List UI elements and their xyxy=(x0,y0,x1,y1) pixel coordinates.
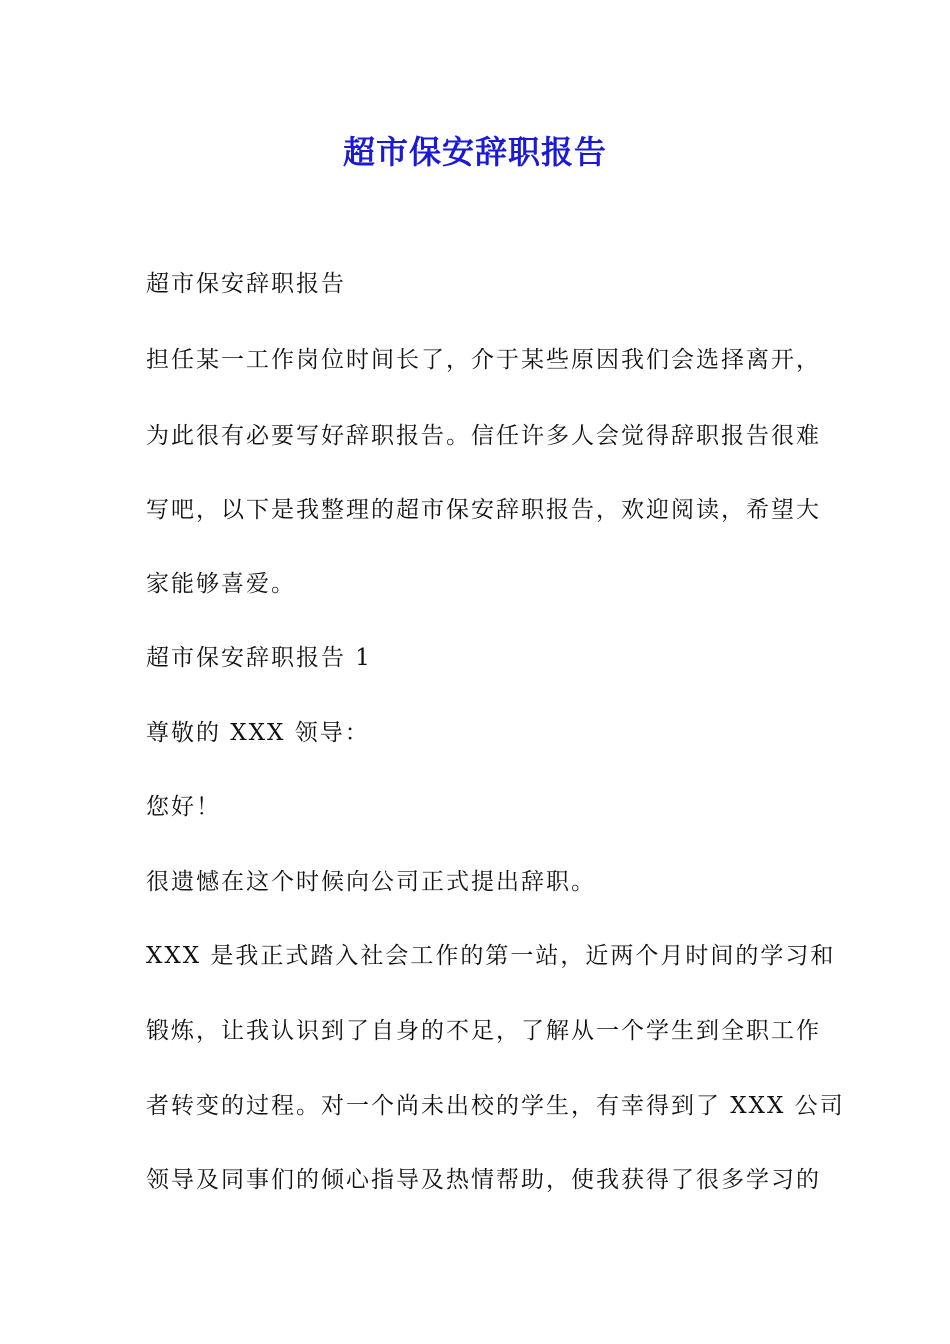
paragraph-line: 家能够喜爱。 xyxy=(146,571,296,597)
greeting-line: 您好！ xyxy=(146,794,221,820)
paragraph-line: 写吧，以下是我整理的超市保安辞职报告，欢迎阅读，希望大 xyxy=(146,497,821,523)
salutation-line: 尊敬的 XXX 领导： xyxy=(146,720,370,746)
paragraph-line: 领导及同事们的倾心指导及热情帮助，使我获得了很多学习的 xyxy=(146,1167,821,1193)
subtitle-line: 超市保安辞职报告 xyxy=(146,271,346,297)
paragraph-line: 很遗憾在这个时候向公司正式提出辞职。 xyxy=(146,869,596,895)
document-title: 超市保安辞职报告 xyxy=(342,133,607,171)
section-heading: 超市保安辞职报告 1 xyxy=(146,645,372,671)
paragraph-line: 为此很有必要写好辞职报告。信任许多人会觉得辞职报告很难 xyxy=(146,423,821,449)
paragraph-line: 锻炼，让我认识到了自身的不足，了解从一个学生到全职工作 xyxy=(146,1018,821,1044)
paragraph-line: 者转变的过程。对一个尚未出校的学生，有幸得到了 XXX 公司 xyxy=(146,1093,845,1119)
paragraph-line: 担任某一工作岗位时间长了，介于某些原因我们会选择离开， xyxy=(146,347,821,373)
paragraph-line: XXX 是我正式踏入社会工作的第一站，近两个月时间的学习和 xyxy=(146,943,836,969)
